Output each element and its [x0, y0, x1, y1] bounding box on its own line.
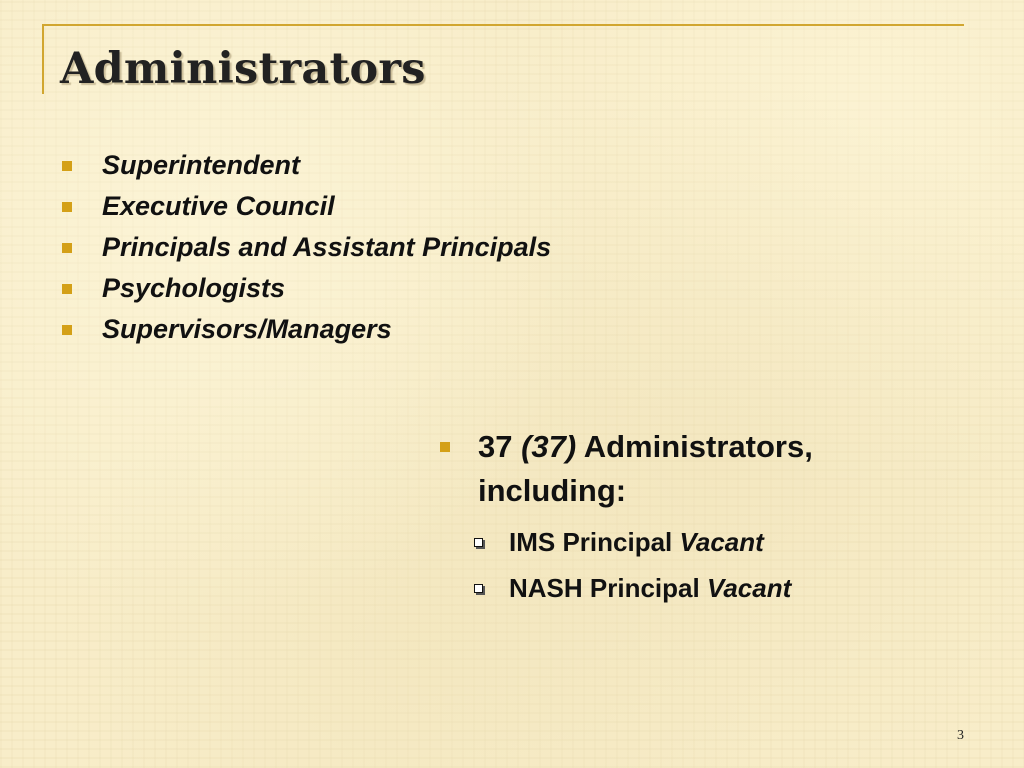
hollow-square-bullet-icon	[474, 584, 483, 593]
list-item	[62, 227, 551, 268]
square-bullet-icon	[62, 202, 72, 212]
list-item-label: Executive Council	[102, 191, 335, 221]
list-item	[62, 186, 551, 227]
vacancy-status: Vacant	[679, 526, 764, 557]
list-item	[62, 268, 551, 309]
frame-top-line	[42, 24, 964, 26]
list-item-label: Superintendent	[102, 150, 301, 180]
square-bullet-icon	[62, 243, 72, 253]
vacancy-item	[474, 519, 920, 565]
vacancy-list	[474, 519, 920, 611]
list-item	[62, 309, 551, 350]
administrator-count-text	[478, 425, 813, 513]
administrator-count: 37	[478, 429, 513, 464]
square-bullet-icon	[62, 284, 72, 294]
vacancy-status: Vacant	[706, 572, 792, 603]
administrator-count-block	[440, 425, 920, 611]
list-item-label: Supervisors/Managers	[102, 314, 392, 344]
administrator-count-including: including:	[478, 473, 627, 508]
administrator-count-previous: (37)	[521, 429, 577, 464]
list-item-label: Principals and Assistant Principals	[102, 232, 552, 262]
list-item-label: Psychologists	[102, 273, 286, 303]
square-bullet-icon	[62, 325, 72, 335]
frame-left-line	[42, 24, 44, 94]
vacancy-item	[474, 565, 920, 611]
square-bullet-icon	[62, 161, 72, 171]
vacancy-text	[509, 527, 764, 558]
administrator-count-item	[440, 425, 920, 513]
vacancy-position: IMS Principal	[509, 526, 673, 557]
square-bullet-icon	[440, 442, 450, 452]
slide-title: Administrators	[60, 44, 426, 94]
list-item	[62, 145, 551, 186]
vacancy-position: NASH Principal	[509, 572, 700, 603]
administrator-count-description: Administrators,	[583, 429, 813, 464]
role-list	[62, 145, 551, 350]
page-number: 3	[957, 728, 964, 743]
hollow-square-bullet-icon	[474, 538, 483, 547]
vacancy-text	[509, 573, 791, 604]
